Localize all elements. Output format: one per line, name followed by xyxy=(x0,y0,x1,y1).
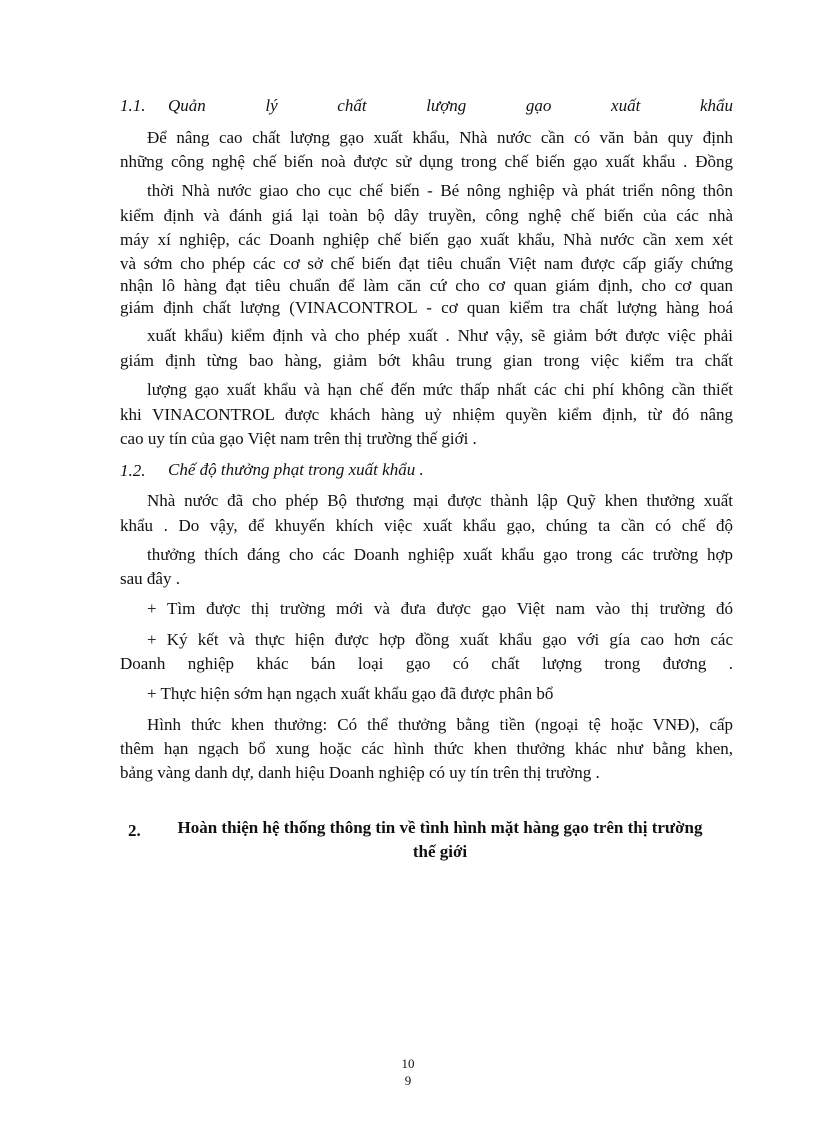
para-1-line: máy xí nghiệp, các Doanh nghiệp chế biến gạo xuất khẩu, Nhà nước cần xem xét xyxy=(120,230,733,249)
section-2-title: Hoàn thiện hệ thống thông tin về tình hình mặt hàng gạo trên thị trường xyxy=(177,818,703,837)
para-1-line: những công nghệ chế biến noà được sử dụng trong chế biến gạo xuất khẩu . Đồng xyxy=(120,152,733,171)
section-2-number: 2. xyxy=(128,821,141,840)
para-1-line: kiểm định và đánh giá lại toàn bộ dây truyền, công nghệ chế biến của các nhà xyxy=(120,206,733,225)
para-1-line: khi VINACONTROL được khách hàng uỷ nhiệm quyền kiểm định, từ đó nâng xyxy=(120,405,733,424)
bullet-item: Doanh nghiệp khác bán loại gạo có chất lượng trong đương . xyxy=(120,654,733,673)
para-1-line: giám định chất lượng (VINACONTROL - cơ quan kiểm tra chất lượng hàng hoá xyxy=(120,298,733,317)
heading-1-2-title: Chế độ thưởng phạt trong xuất khẩu . xyxy=(168,460,424,479)
page-number-secondary: 9 xyxy=(404,1073,412,1088)
heading-1-2-number: 1.2. xyxy=(120,461,146,480)
para-1-line: thời Nhà nước giao cho cục chế biến - Bé nông nghiệp và phát triển nông thôn xyxy=(147,181,733,200)
para-1-line: giám định từng bao hàng, giảm bớt khâu trung gian trong việc kiểm tra chất xyxy=(120,351,733,370)
page-number: 10 xyxy=(401,1056,415,1071)
para-1-line: cao uy tín của gạo Việt nam trên thị trường thế giới . xyxy=(120,429,477,448)
bullet-item: + Ký kết và thực hiện được hợp đồng xuất khẩu gạo với gía cao hơn các xyxy=(147,630,733,649)
para-1-line: Để nâng cao chất lượng gạo xuất khẩu, Nhà nước cần có văn bản quy định xyxy=(147,128,733,147)
para-3-line: bảng vàng danh dự, danh hiệu Doanh nghiệp có uy tín trên thị trường . xyxy=(120,763,600,782)
bullet-item: + Thực hiện sớm hạn ngạch xuất khẩu gạo đã được phân bổ xyxy=(147,684,554,703)
para-1-line: và sớm cho phép các cơ sở chế biến đạt tiêu chuẩn Việt nam được cấp giấy chứng xyxy=(120,254,733,273)
para-1-line: nhận lô hàng đạt tiêu chuẩn để làm căn cứ cho cơ quan giám định, cho cơ quan xyxy=(120,276,733,295)
para-2-line: sau đây . xyxy=(120,569,180,588)
bullet-item: + Tìm được thị trường mới và đưa được gạo Việt nam vào thị trường đó xyxy=(147,599,733,618)
para-2-line: thưởng thích đáng cho các Doanh nghiệp xuất khẩu gạo trong các trường hợp xyxy=(147,545,733,564)
section-2-title-cont: thế giới xyxy=(412,842,468,861)
para-2-line: Nhà nước đã cho phép Bộ thương mại được thành lập Quỹ khen thưởng xuất xyxy=(147,491,733,510)
heading-1-1-number: 1.1. xyxy=(120,96,146,115)
heading-1-1-title: Quản lý chất lượng gạo xuất khẩu xyxy=(168,96,733,115)
para-3-line: Hình thức khen thưởng: Có thể thưởng bằng tiền (ngoại tệ hoặc VNĐ), cấp xyxy=(147,715,733,734)
para-1-line: lượng gạo xuất khẩu và hạn chế đến mức thấp nhất các chi phí không cần thiết xyxy=(147,380,733,399)
para-2-line: khẩu . Do vậy, để khuyến khích việc xuất khẩu gạo, chúng ta cần có chế độ xyxy=(120,516,733,535)
para-3-line: thêm hạn ngạch bổ xung hoặc các hình thức khen thưởng khác như bằng khen, xyxy=(120,739,733,758)
para-1-line: xuất khẩu) kiểm định và cho phép xuất . Như vậy, sẽ giảm bớt được việc phải xyxy=(147,326,733,345)
